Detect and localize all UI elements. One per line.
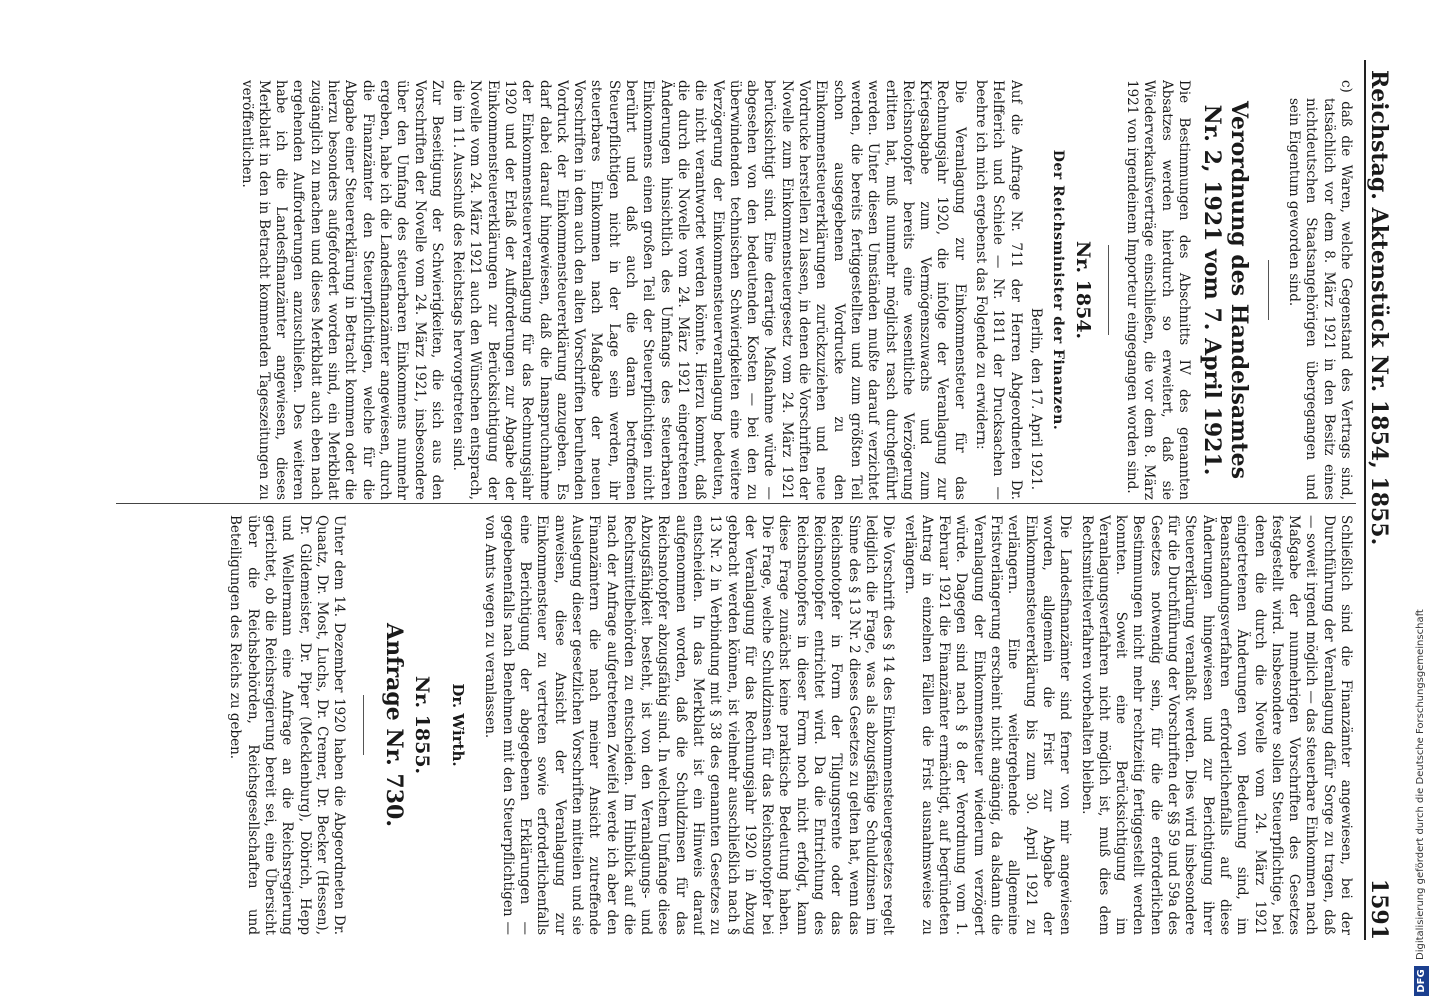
body-paragraph: Zur Beseitigung der Schwierigkeiten, die sich aus den Vorschriften der Novelle vom 24. März 1921, insbesondere über den Umfang des steuerbaren Einkommens nunmehr ergeben, habe ich die Landesfinanzämter angewiesen, durch die Finanzämter den Steuerpflichtigen, welche für die Abgabe einer Steuererklärung in Betracht kommen oder die hierzu besonders aufgefordert worden sind, ein Merkblatt zugänglich zu machen und dieses Merkblatt auch eben nach ergehenden Aufforderungen anzuschließen. Des weiteren habe ich die Landesfinanzämter angewiesen, dieses Merkblatt in den in Betracht kommenden Tageszeitungen zu veröffentlichen. — [238, 80, 445, 500]
column-divider — [116, 503, 1356, 504]
dfg-logo: DFG — [1414, 966, 1429, 996]
separator-dash — [1268, 260, 1269, 320]
date-line: Berlin, den 17. April 1921. — [1027, 307, 1044, 490]
header-title: Reichstag. Aktenstück Nr. 1854, 1855. — [1366, 70, 1392, 546]
item-c-paragraph: c) daß die Waren, welche Gegenstand des Vertrags sind, tatsächlich vor dem 8. März 1921 in den Besitz eines nichtdeutschen Staatsangehörigen übergegangen und sein Eigentum geworden sind. — [1286, 80, 1354, 500]
header-rule — [1364, 60, 1366, 940]
minister-heading: Der Reichsminister der Finanzen. — [1049, 149, 1066, 431]
footer-credit: Digitalisierung gefördert durch die Deutsche Forschungsgemeinschaft — [1415, 609, 1426, 960]
digitization-footer — [1412, 0, 1434, 1000]
body-paragraph: Unter dem 14. Dezember 1920 haben die Abgeordneten Dr. Quaatz, Dr. Most, Luchs, Dr. Cremer, Dr. Becker (Hessen), Dr. Gildemeister, Dr. Piper (Mecklenburg), Döbrich, Hepp und Wellermann eine Anfrage an die Reichsregierung gerichtet, ob die Reichsregierung bereit sei, eine Übersicht über die Reichsbehörden, Reichsgesellschaften und Beteiligungen des Reichs zu geben. — [227, 515, 348, 935]
left-column — [104, 80, 1354, 500]
right-column — [104, 515, 1354, 935]
separator-dash — [363, 695, 364, 755]
page-number: 1591 — [1366, 878, 1392, 940]
ordinance-paragraph: Die Bestimmungen des Abschnitts IV des genannten Absatzes werden hierdurch so erweitert, daß sie Wiederverkaufsverträge einschließen, die vor dem 8. März 1921 von irgendeinem Importeur eingegangen worden sind. — [1123, 80, 1192, 500]
document-number-1855: Nr. 1855. — [411, 675, 434, 775]
inquiry-title: Anfrage Nr. 730. — [381, 623, 408, 827]
body-paragraph: Die Vorschrift des § 14 des Einkommensteuergesetzes regelt lediglich die Frage, was als abzugsfähige Schuldzinsen im Sinne des § 13 Nr. 2 dieses Gesetzes zu gelten hat, wenn das Reichsnotopfer in Form der Tilgungsrente oder das Reichsnotopfer entrichtet wird. Da die Entrichtung des Reichsnotopfers in dieser Form noch nicht erfolgt, kann diese Frage zunächst keine praktische Bedeutung haben. Die Frage, welche Schuldzinsen für das Reichsnotopfer bei der Veranlagung für das Rechnungsjahr 1920 in Abzug gebracht werden können, ist vielmehr ausschließlich nach § 13 Nr. 2 in Verbindung mit § 38 des genannten Gesetzes zu entscheiden. In das Merkblatt ist ein Hinweis darauf aufgenommen worden, daß die Schuldzinsen für das Reichsnotopfer abzugsfähig sind. In welchem Umfange diese Abzugsfähigkeit besteht, ist von den Veranlagungs- und Rechtsmittelbehörden zu entscheiden. Im Hinblick auf die nach der Anfrage aufgetretenen Zweifel werde ich aber den Finanzämtern die nach meiner Ansicht zutreffende Auslegung dieser gesetzlichen Vorschriften mitteilen und sie anweisen, diese Ansicht der Veranlagung zur Einkommensteuer zu vertreten sowie erforderlichenfalls eine Berichtigung der abgegebenen Erklärungen — gegebenenfalls nach Benehmen mit den Steuerpflichtigen — von Amts wegen zu veranlassen. — [482, 515, 897, 935]
body-paragraph: Die Landesfinanzämter sind ferner von mir angewiesen worden, allgemein die Frist zur Abgabe der Einkommensteuererklärung bis zum 30. April 1921 zu verlängern. Eine weitergehende allgemeine Fristverlängerung erscheint nicht angängig, da alsdann die Veranlagung der Einkommensteuer wiederum verzögert würde. Dagegen sind nach § 8 der Verordnung vom 1. Februar 1921 die Finanzämter ermächtigt, auf begründeten Antrag in einzelnen Fällen die Frist ausnahmsweise zu verlängern. — [901, 515, 1074, 935]
document-number-1854: Nr. 1854. — [1071, 240, 1094, 340]
separator-rule — [1108, 245, 1109, 335]
ordinance-title: Verordnung des Handelsamtes Nr. 2, 1921 vom 7. April 1921. — [1198, 101, 1252, 479]
body-paragraph: Schließlich sind die Finanzämter angewiesen, bei der Durchführung der Veranlagung dafür Sorge zu tragen, daß — soweit irgend möglich — das steuerbare Einkommen nach Maßgabe der nunmehrigen Vorschriften des Gesetzes festgestellt wird. Insbesondere sollen Steuerpflichtige, bei denen die durch die Novelle vom 24. März 1921 eingetretenen Änderungen von Bedeutung sind, im Beanstandungsverfahren erforderlichenfalls auf diese Änderungen hingewiesen und zur Berichtigung ihrer Steuererklärung veranlaßt werden. Dies wird insbesondere für die Durchführung der Vorschriften der §§ 59 und 59a des Gesetzes notwendig sein, für die die erforderlichen Bestimmungen nicht mehr rechtzeitig fertiggestellt werden konnten. Soweit eine Berücksichtigung im Veranlagungsverfahren nicht möglich ist, muß dies dem Rechtsmittelverfahren vorbehalten bleiben. — [1078, 515, 1354, 935]
running-header — [1364, 60, 1394, 940]
signature: Dr. Wirth. — [449, 683, 468, 767]
body-paragraph: Die Veranlagung zur Einkommensteuer für das Rechnungsjahr 1920, die infolge der Veranlagung zur Kriegsabgabe zum Vermögenszuwachs und zum Reichsnotopfer bereits eine wesentliche Verzögerung erlitten hat, muß nunmehr möglichst rasch durchgeführt werden. Unter diesen Umständen mußte darauf verzichtet werden, die bereits fertiggestellten und zum größten Teil schon ausgegebenen Vordrucke zu den Einkommensteuererklärungen zurückzuziehen und neue Vordrucke herstellen zu lassen, in denen die Vorschriften der Novelle zum Einkommensteuergesetz vom 24. März 1921 berücksichtigt sind. Eine derartige Maßnahme würde — abgesehen von den bedeutenden Kosten — bei den zu überwindenden technischen Schwierigkeiten eine weitere Verzögerung der Einkommensteuerveranlagung bedeuten, die nicht verantwortet werden könnte. Hierzu kommt, daß die durch die Novelle vom 24. März 1921 eingetretenen Änderungen hinsichtlich des Umfangs des steuerbaren Einkommens einen großen Teil der Steuerpflichtigen nicht berührt und daß auch die daran betroffenen Steuerpflichtigen nicht in der Lage sein werden, ihr steuerbares Einkommen nach Maßgabe der neuen Vorschriften in dem auch den alten Vorschriften beruhenden Vordruck der Einkommensteuererklärung anzugeben. Es darf dabei darauf hingewiesen, daß die Inanspruchnahme der Einkommensteuerveranlagung für das Rechnungsjahr 1920 und der Erlaß der Aufforderungen zur Abgabe der Einkommensteuererklärungen zur Berücksichtigung der Novelle vom 24. März 1921 auch den Wünschen entsprach, die im 11. Ausschuß des Reichstags hervorgetreten sind. — [450, 80, 968, 500]
intro-paragraph: Auf die Anfrage Nr. 711 der Herren Abgeordneten Dr. Helfferich und Schiele — Nr. 1811 der Drucksachen — beehre ich mich ergebenst das Folgende zu erwidern: — [973, 80, 1024, 500]
